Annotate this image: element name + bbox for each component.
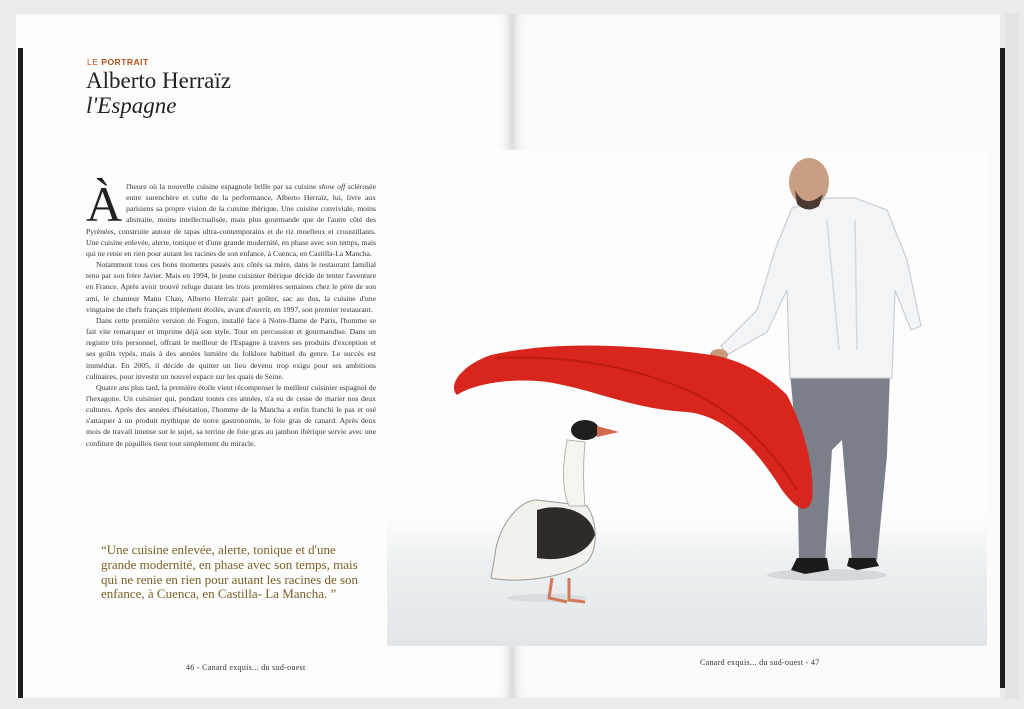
- left-page-edge: [18, 48, 23, 698]
- chef-shoe-right: [847, 558, 879, 570]
- paragraph-1-text-a: l'heure où la nouvelle cuisine espagnole brille par sa cuisine: [126, 182, 319, 191]
- duck-bill: [597, 426, 619, 437]
- paragraph-1-emphasis: show off: [318, 182, 346, 191]
- paragraph-1-text-b: sclérosée entre surenchère et culte de la performance, Alberto Herraïz, lui, livre aux parisiens sa propre vision de la cuisine ibérique. Une cuisine conviviale, moins abstraite, moins intellectualisée, mais plus gourmande que de l'autre côté des Pyrénées, construite autour de tapas ultra-contemporains et de riz moelleux et croustillants. Une cuisine enlevée, alerte, tonique et d'une grande modernité, en phase avec son temps, mais qui ne renie en rien pour autant les racines de son enfance, à Cuenca, en Castilla-La Mancha.: [86, 182, 376, 258]
- duck-head: [571, 420, 599, 440]
- duck-neck: [563, 440, 585, 506]
- section-kicker: [87, 57, 149, 67]
- page-subtitle: l'Espagne: [86, 93, 177, 118]
- red-cape: [454, 346, 813, 509]
- kicker-label: PORTRAIT: [101, 57, 149, 67]
- chef-head: [789, 158, 829, 206]
- folio-left: 46 - Canard exquis... du sud-ouest: [186, 663, 306, 672]
- article-body: [86, 176, 376, 449]
- chef-photo: [387, 150, 987, 646]
- drop-cap: À: [86, 176, 123, 232]
- folio-right: Canard exquis... du sud-ouest - 47: [700, 658, 820, 667]
- article-paragraph-4: Quatre ans plus tard, la première étoile vient récompenser le meilleur cuisinier espagnol de l'hexagone. Un cuisinier qui, pendant toutes ces années, n'a eu de cesse de marier nos deux cultures. Après des années d'hésitation, l'homme de la Mancha a enfin franchi le pas et osé s'attaquer à un produit mythique de notre gastronomie, le foie gras de canard. Après deux mois de travail intense sur le sujet, sa terrine de foie gras au jambon ibérique servie avec une confiture de piquillos tient tout simplement du miracle.: [86, 382, 376, 448]
- chef-shadow: [767, 569, 887, 581]
- chef-jacket: [721, 198, 921, 378]
- page-title: Alberto Herraïz: [86, 68, 231, 93]
- page-stack-edge: [1005, 14, 1019, 698]
- photo-illustration: [387, 150, 987, 646]
- kicker-prefix: LE: [87, 57, 99, 67]
- article-paragraph-3: Dans cette première version de Fogon, installé face à Notre-Dame de Paris, l'homme se fait vite remarquer et imprime déjà son style. Tout en percussion et gourmandise. Dans un registre très personnel, offrant le meilleur de l'Espagne à travers ses produits d'exception et ses goûts typés, mais à des années lumière du folklore habituel du genre. Le succès est immédiat. En 2005, il décide de quitter un lieu devenu trop exigu pour ses ambitions culinaires, pour investir un nouvel espace sur les quais de Seine.: [86, 315, 376, 381]
- pull-quote: “Une cuisine enlevée, alerte, tonique et d'une grande modernité, en phase avec son temps, mais qui ne renie en rien pour autant les racines de son enfance, à Cuenca, en Castilla- La Mancha. ”: [101, 542, 359, 602]
- article-paragraph-1: [86, 176, 376, 259]
- article-paragraph-2: Notamment tous ces bons moments passés aux côtés sa mère, dans le restaurant familial tenu par son frère Javier. Mais en 1994, le jeune cuisinier ibérique décide de tenter l'aventure en France. Après avoir trouvé refuge durant les trois premières semaines chez le père de son ami, le chanteur Manu Chao, Alberto Herraïz part goûter, sac au dos, la cuisine d'une vingtaine de chefs français triplement étoilés, avant d'ouvrir, en 1997, son premier restaurant.: [86, 260, 376, 314]
